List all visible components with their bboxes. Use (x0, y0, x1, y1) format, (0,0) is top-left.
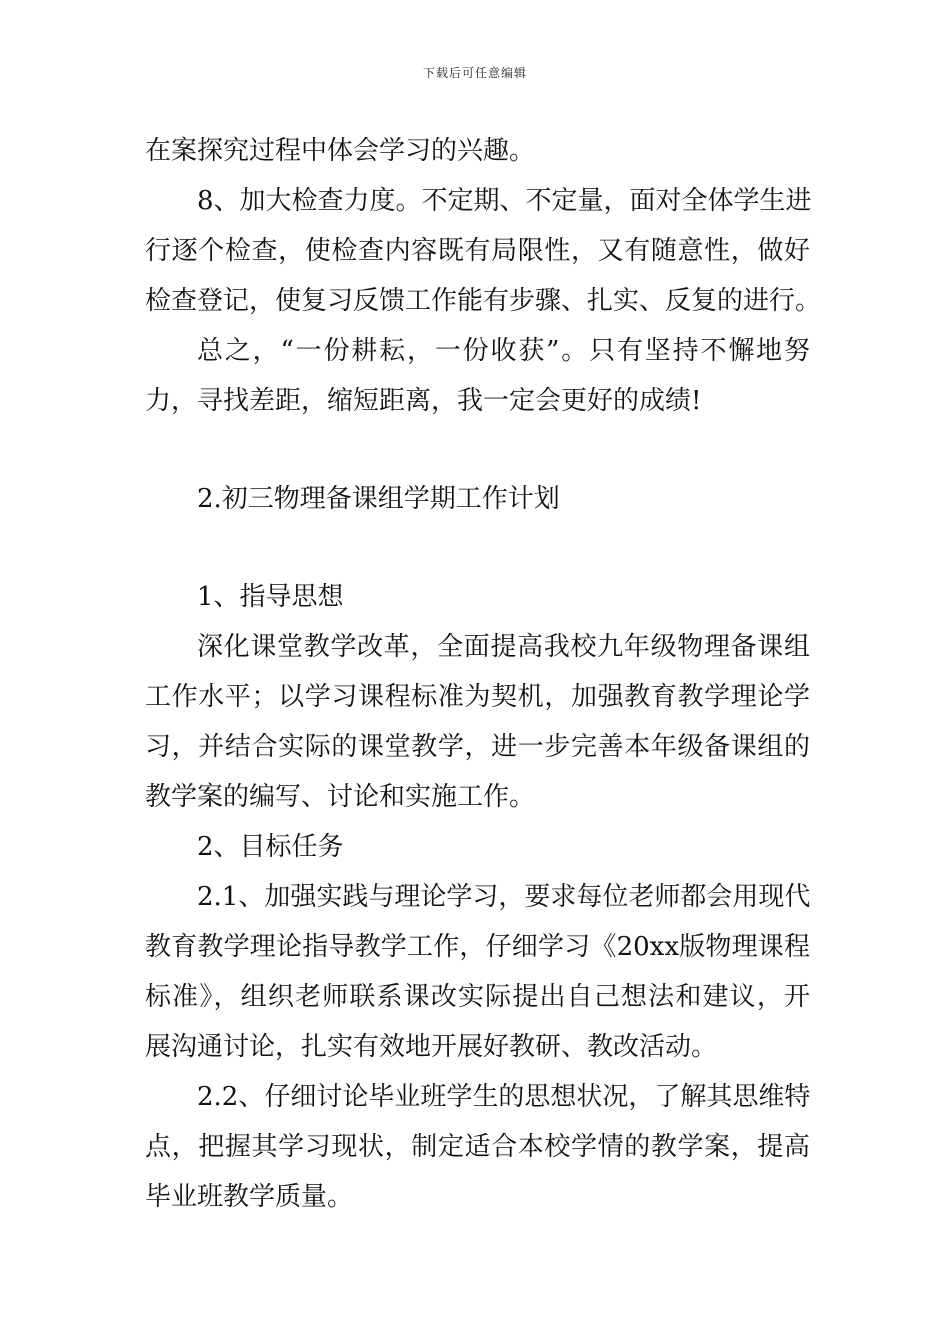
paragraph-guiding-thought (145, 622, 810, 822)
document-title: 2.初三物理备课组学期工作计划 (197, 484, 560, 514)
text-line: 点，把握其学习现状，制定适合本校学情的教学案，提高 (145, 1132, 810, 1162)
text-line: 在案探究过程中体会学习的兴趣。 (145, 136, 536, 166)
text-line: 标准》，组织老师联系课改实际提出自己想法和建议，开 (145, 982, 810, 1012)
paragraph-summary (145, 326, 810, 426)
text-line: 检查登记，使复习反馈工作能有步骤、扎实、反复的进行。 (145, 286, 822, 316)
spacer (145, 524, 810, 572)
paragraph-item-8 (145, 176, 822, 326)
text-line: 2.1、加强实践与理论学习，要求每位老师都会用现代 (197, 882, 811, 912)
text-line: 毕业班教学质量。 (145, 1182, 354, 1212)
text-line: 教育教学理论指导教学工作，仔细学习《20xx版物理课程 (145, 932, 810, 962)
text-line: 2.2、仔细讨论毕业班学生的思想状况，了解其思维特 (197, 1082, 811, 1112)
text-line: 行逐个检查，使检查内容既有局限性，又有随意性，做好 (145, 236, 810, 266)
text-line: 展沟通讨论，扎实有效地开展好教研、教改活动。 (145, 1032, 718, 1062)
spacer (145, 426, 810, 474)
text-line: 8、加大检查力度。不定期、不定量，面对全体学生进 (197, 186, 812, 216)
text-line: 工作水平；以学习课程标准为契机，加强教育教学理论学 (145, 682, 810, 712)
section-heading-goals: 2、目标任务 (197, 832, 344, 862)
section-heading-guiding-thought: 1、指导思想 (197, 582, 344, 612)
text-line: 教学案的编写、讨论和实施工作。 (145, 782, 536, 812)
paragraph-intro-tail (145, 126, 810, 176)
document-body (145, 126, 822, 1222)
page-header: 下载后可任意编辑 (422, 66, 527, 80)
text-line: 总之，“一份耕耘，一份收获”。只有坚持不懈地努 (197, 336, 810, 366)
paragraph-2-1 (145, 872, 810, 1072)
text-line: 力，寻找差距，缩短距离，我一定会更好的成绩! (145, 386, 702, 416)
paragraph-2-2 (145, 1072, 810, 1222)
text-line: 习，并结合实际的课堂教学，进一步完善本年级备课组的 (145, 732, 810, 762)
text-line: 深化课堂教学改革，全面提高我校九年级物理备课组 (197, 632, 810, 662)
